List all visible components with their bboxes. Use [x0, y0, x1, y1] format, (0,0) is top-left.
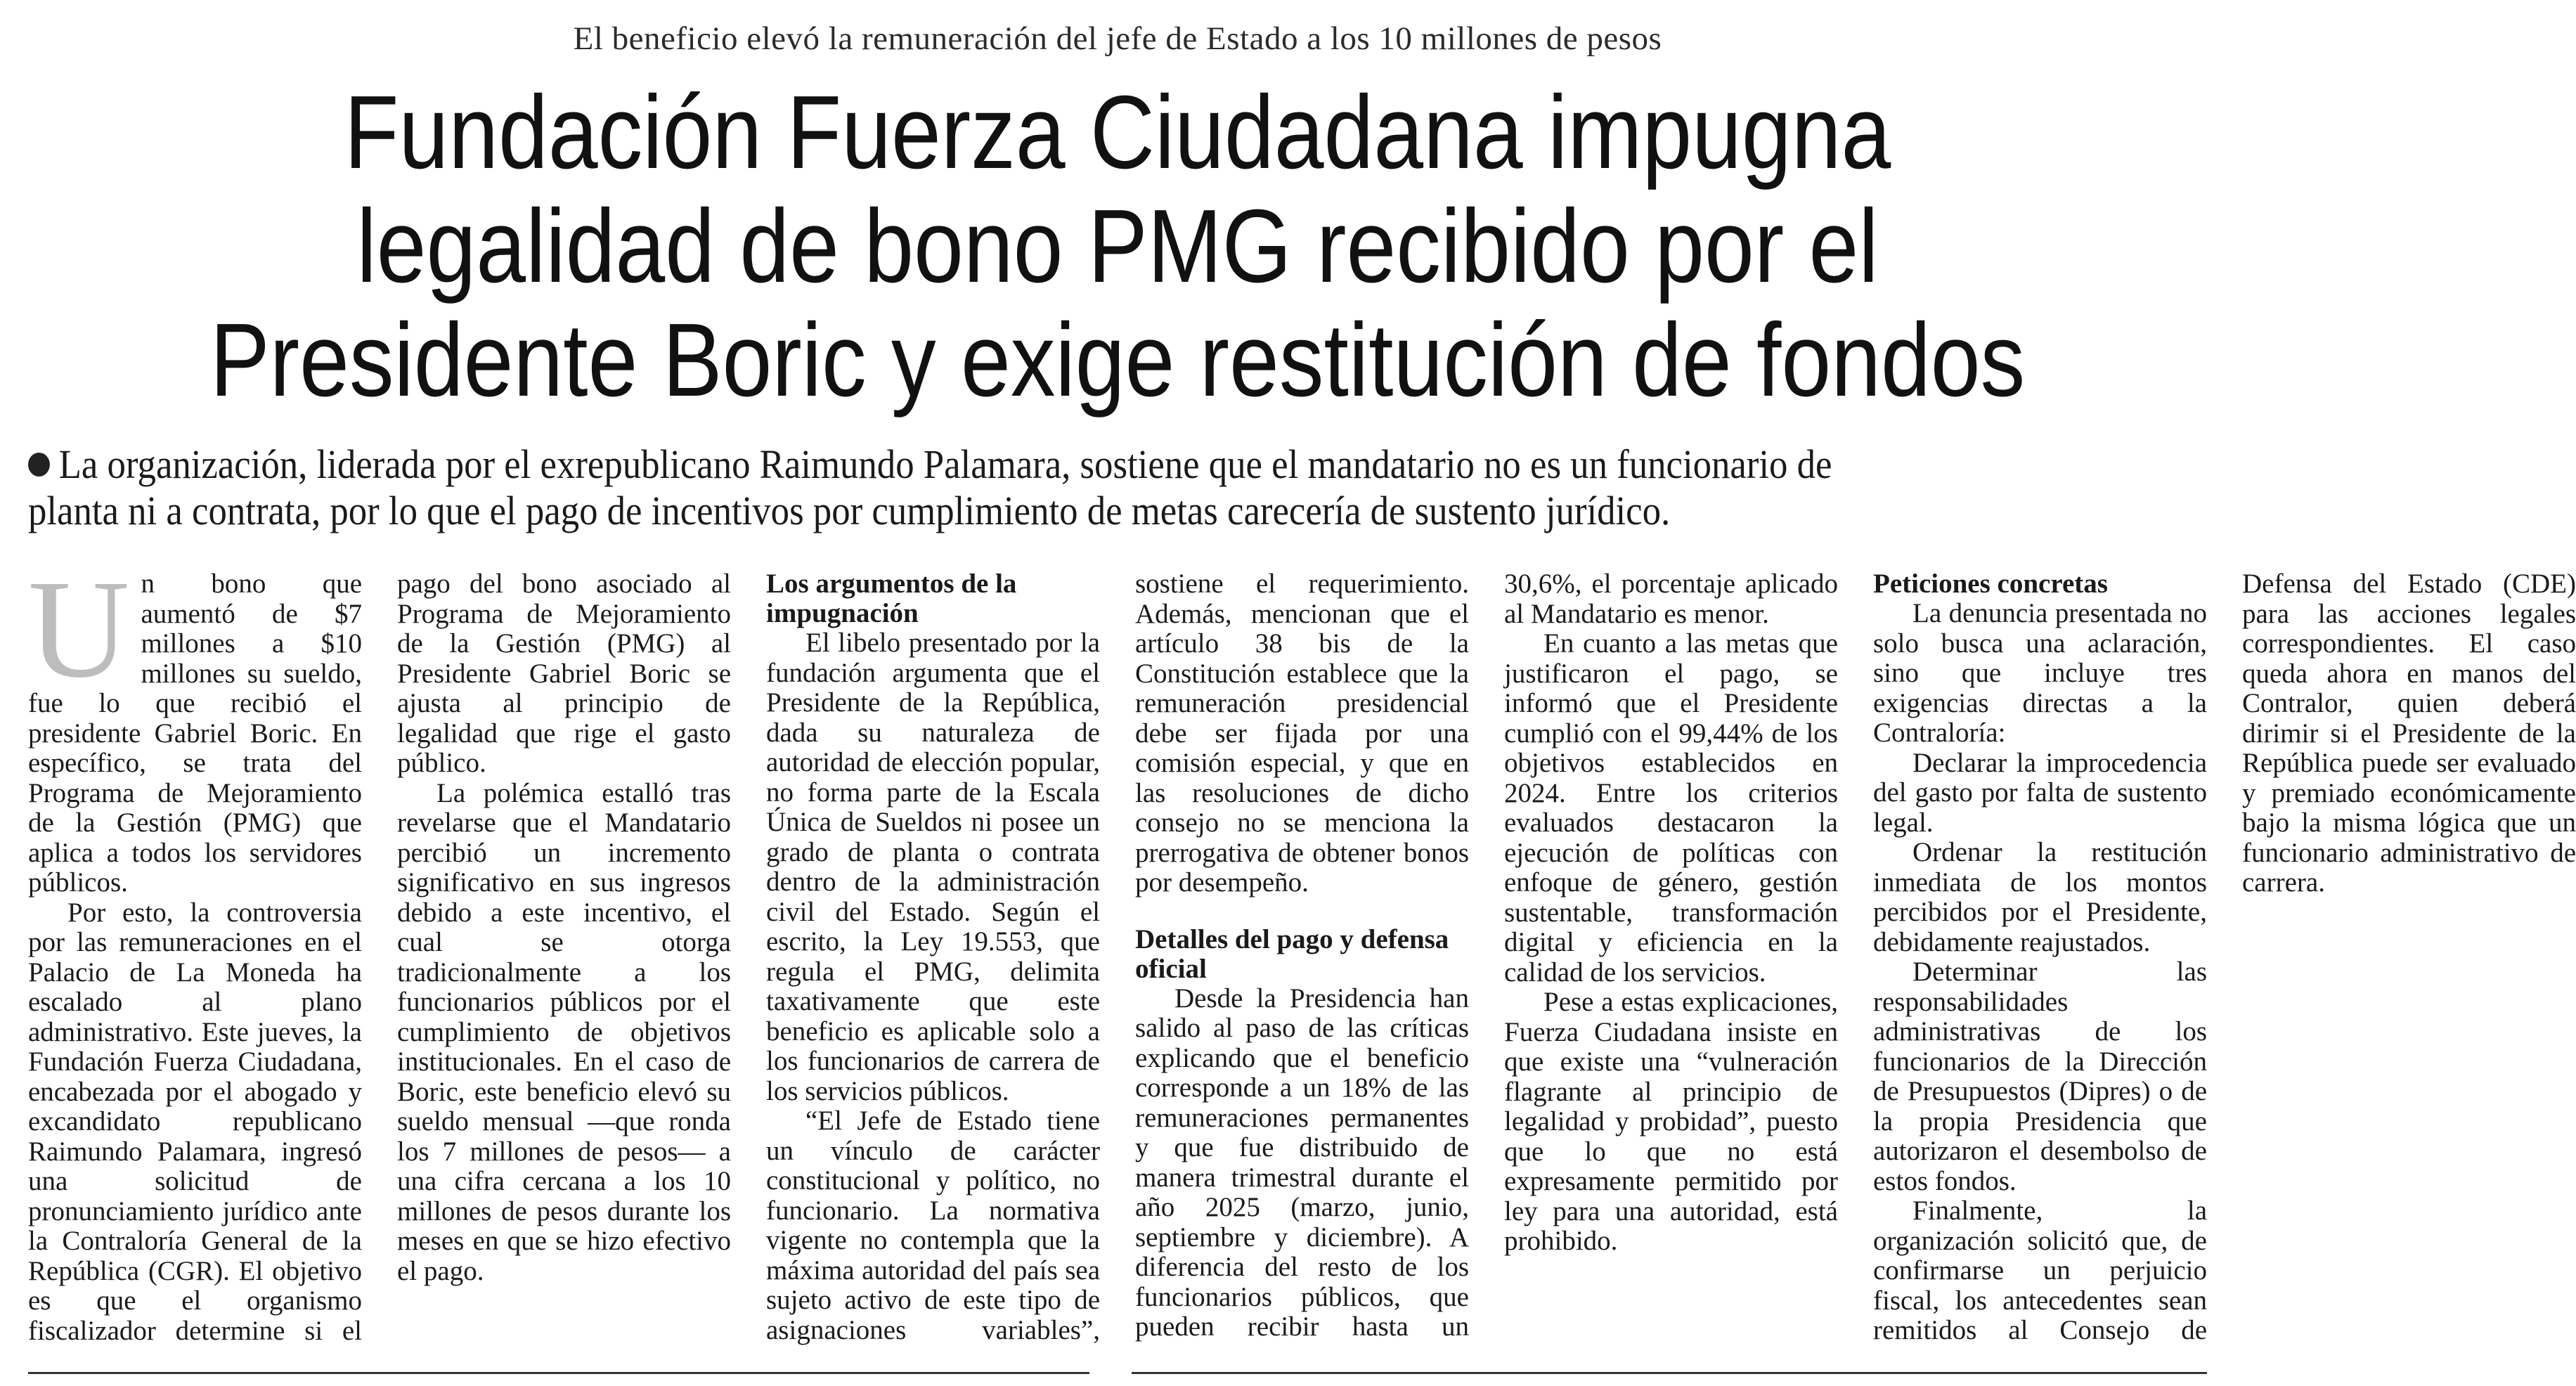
paragraph: El libelo presentado por la fundación argumenta que el Presidente de la República, dada su naturaleza de autoridad de elección popular, no forma parte de la Escala Única de Sueldos ni posee un grado de planta o contrata dentro de la administración civil del Estado. Según el escrito, la Ley 19.553, que regula el PMG, delimita taxativamente que este beneficio es aplicable solo a los funcionarios de carrera de los servicios públicos.: [766, 628, 1100, 1106]
bullet-icon: [28, 453, 50, 477]
headline: [181, 76, 2054, 417]
subheading: Peticiones concretas: [1873, 569, 2108, 599]
kicker: El beneficio elevó la remuneración del jefe de Estado a los 10 millones de pesos: [573, 20, 1662, 57]
paragraph: En cuanto a las metas que justificaron el pago, se informó que el Presidente cumplió con el 99,44% de los objetivos establecidos en 2024. Entre los criterios evaluados destacaron la ejecución de políticas con enfoque de género, gestión sustentable, transformación digital y eficiencia en la calidad de los servicios.: [1504, 628, 1838, 987]
paragraph: Desde la Presidencia han salido al paso de las críticas explicando que el beneficio corresponde a un 18% de las remuneraciones permanentes y que fue distribuido de manera trimestral durante el año 2025 (marzo, junio, septiembre y diciembre). A diferencia del resto de los funcionarios públicos, que pueden recibir hasta un 30,6%, el porcentaje aplicado al Mandatario es menor.: [1135, 569, 1838, 1342]
drop-cap: U: [28, 552, 130, 707]
paragraph: Declarar la improcedencia del gasto por falta de sustento legal.: [1873, 747, 2207, 838]
paragraph: Determinar las responsabilidades administrativas de los funcionarios de la Dirección de Presupuestos (Dipres) o de la propia Presidencia que autorizaron el desembolso de estos fondos.: [1873, 957, 2207, 1196]
paragraph: Finalmente, la organización solicitó que, de confirmarse un perjuicio fiscal, los antecedentes sean remitidos al Consejo de Defensa del Estado (CDE) para las acciones legales correspondientes. El caso queda ahora en manos del Contralor, quien deberá dirimir si el Presidente de la República puede ser evaluado y premiado económicamente bajo la misma lógica que un funcionario administrativo de carrera.: [1873, 569, 2576, 1345]
paragraph: Ordenar la restitución inmediata de los montos percibidos por el Presidente, debidamente reajustados.: [1873, 837, 2207, 957]
deck-line-2: planta ni a contrata, por lo que el pago de incentivos por cumplimiento de metas carecería de sustento jurídico.: [28, 488, 1671, 533]
headline-line: Presidente Boric y exige restitución de fondos: [209, 302, 2026, 418]
paragraph: “El Jefe de Estado tiene un vínculo de carácter constitucional y político, no funcionario. La normativa vigente no contempla que la máxima autoridad del país sea sujeto activo de este tipo de asignaciones variables”, sostiene el requerimiento. Además, mencionan que el artículo 38 bis de la Constitución establece que la remuneración presidencial debe ser fijada por una comisión especial, y que en las resoluciones de dicho consejo no se menciona la prerrogativa de obtener bonos por desempeño.: [766, 569, 1469, 1345]
headline-line: legalidad de bono PMG recibido por el: [356, 188, 1879, 304]
subheading: Detalles del pago y defensa oficial: [1135, 924, 1449, 984]
article-body: [28, 552, 2576, 1356]
bottom-rule-left: [28, 1372, 1089, 1374]
deck: [28, 441, 2011, 534]
paragraph: Pese a estas explicaciones, Fuerza Ciudadana insiste en que existe una “vulneración flagrante al principio de legalidad y probidad”, puesto que lo que no está expresamente permitido por ley para una autoridad, está prohibido.: [1504, 987, 1838, 1256]
bottom-rule-right: [1132, 1372, 2207, 1374]
headline-line: Fundación Fuerza Ciudadana impugna: [344, 75, 1891, 190]
paragraph: Por esto, la controversia por las remuneraciones en el Palacio de La Moneda ha escalado al plano administrativo. Este jueves, la Fundación Fuerza Ciudadana, encabezada por el abogado y excandidato republicano Raimundo Palamara, ingresó una solicitud de pronunciamiento jurídico ante la Contraloría General de la República (CGR). El objetivo es que el organismo fiscalizador determine si el pago del bono asociado al Programa de Mejoramiento de la Gestión (PMG) al Presidente Gabriel Boric se ajusta al principio de legalidad que rige el gasto público.: [28, 569, 731, 1346]
paragraph: La polémica estalló tras revelarse que el Mandatario percibió un incremento significativo en sus ingresos debido a este incentivo, el cual se otorga tradicionalmente a los funcionarios públicos por el cumplimiento de objetivos institucionales. En el caso de Boric, este beneficio elevó su sueldo mensual —que ronda los 7 millones de pesos— a una cifra cercana a los 10 millones de pesos durante los meses en que se hizo efectivo el pago.: [397, 777, 731, 1286]
paragraph: Un bono que aumentó de $7 millones a $10 millones su sueldo, fue lo que recibió el presidente Gabriel Boric. En específico, se trata del Programa de Mejoramiento de la Gestión (PMG) que aplica a todos los servidores públicos.: [28, 552, 362, 898]
deck-line-1: La organización, liderada por el exrepublicano Raimundo Palamara, sostiene que el mandatario no es un funcionario de: [28, 441, 2011, 488]
paragraph: La denuncia presentada no solo busca una aclaración, sino que incluye tres exigencias directas a la Contraloría:: [1873, 598, 2207, 748]
subheading: Los argumentos de la impugnación: [766, 569, 1017, 628]
